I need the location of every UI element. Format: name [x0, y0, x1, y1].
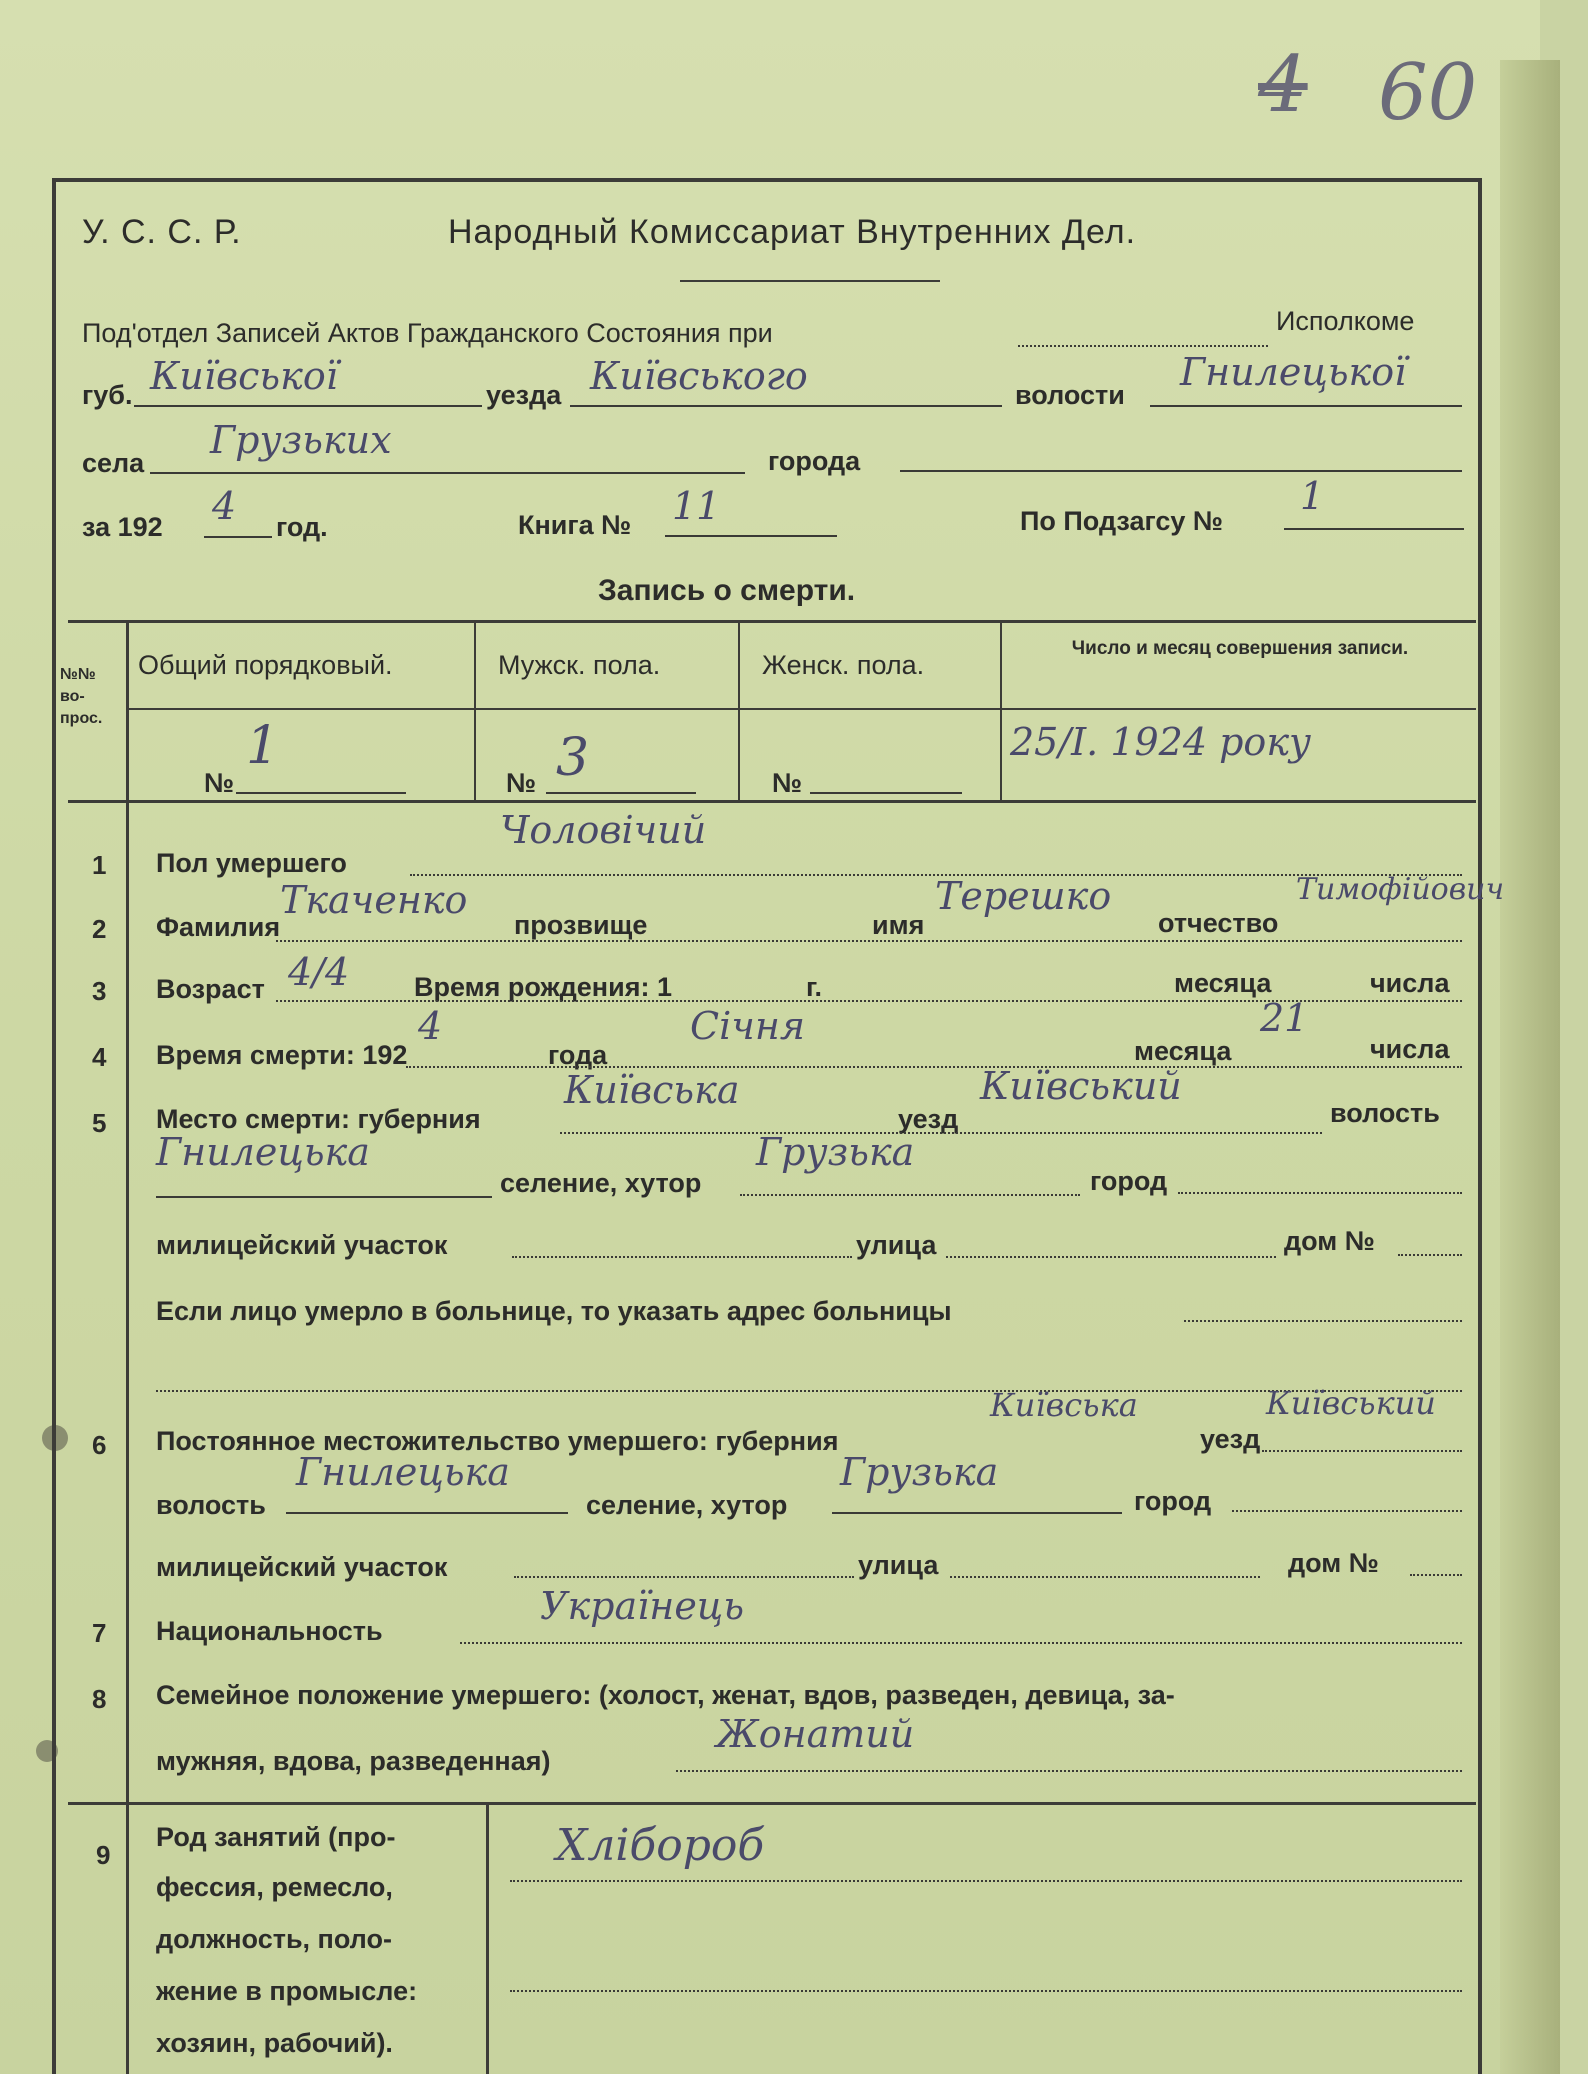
row-number: 6 [92, 1430, 107, 1460]
death-time-label: Время смерти: 192 [156, 1040, 408, 1070]
nickname-label: прозвище [514, 910, 648, 940]
gub-value: Київської [150, 354, 338, 398]
sex-value: Чоловічий [500, 808, 707, 852]
birth-label: Время рождения: 1 [414, 972, 672, 1002]
column-divider [474, 620, 476, 800]
death-uezd-label: уезд [898, 1104, 959, 1134]
uezd-label: уезда [486, 380, 562, 410]
volost-line [1150, 405, 1462, 407]
residence-selo-line [832, 1512, 1122, 1514]
male-no-sign: № [506, 768, 537, 798]
gub-line [134, 405, 482, 407]
year-suffix: год. [276, 512, 328, 542]
col-date-header: Число и месяц совершения записи. [1071, 638, 1409, 659]
death-volost-label: волость [1330, 1098, 1440, 1128]
occupation-divider [486, 1802, 489, 2074]
death-selo-line [740, 1194, 1080, 1196]
male-line [546, 792, 696, 794]
name-value: Терешко [935, 874, 1112, 918]
col-female-header: Женск. пола. [762, 650, 925, 680]
residence-volost-label: волость [156, 1490, 266, 1520]
row-number: 1 [92, 850, 107, 880]
surname-value: Ткаченко [280, 878, 468, 922]
residence-label: Постоянное местожительство умершего: губерния [156, 1426, 839, 1456]
archive-number-struck: 4 [1258, 40, 1308, 130]
hospital-label: Если лицо умерло в больнице, то указать адрес больницы [156, 1296, 952, 1326]
birth-day-label: числа [1370, 968, 1450, 998]
death-year-label: года [548, 1040, 608, 1070]
book-line [665, 535, 837, 537]
age-label: Возраст [156, 974, 265, 1004]
book-label: Книга № [518, 510, 632, 540]
question-column-divider [126, 620, 129, 2074]
row-number: 5 [92, 1108, 107, 1138]
title-underline [680, 280, 940, 282]
occupation-label-4: жение в промысле: [156, 1976, 418, 2006]
death-place-line [560, 1132, 1322, 1134]
residence-gorod-line [1232, 1510, 1462, 1512]
hospital-line [1184, 1320, 1462, 1322]
row-number: 4 [92, 1042, 107, 1072]
death-selo-value: Грузька [756, 1130, 915, 1174]
occupation-label-5: хозяин, рабочий). [156, 2028, 393, 2058]
table-header-divider [126, 708, 1476, 710]
occupation-label-2: фессия, ремесло, [156, 1872, 393, 1902]
death-place-label: Место смерти: губерния [156, 1104, 481, 1134]
residence-selo-value: Грузька [840, 1450, 999, 1494]
residence-uezd-label: уезд [1200, 1424, 1261, 1454]
general-value: 1 [246, 716, 280, 776]
table-bottom-border [68, 800, 1476, 803]
col-male-header: Мужск. пола. [498, 650, 661, 680]
marital-label-2: мужняя, вдова, разведенная) [156, 1746, 551, 1776]
birth-month-label: месяца [1174, 968, 1272, 998]
uezd-value: Київського [590, 354, 808, 398]
death-street-label: улица [856, 1230, 937, 1260]
gub-label: губ. [82, 380, 133, 410]
occupation-label-3: должность, поло- [156, 1924, 392, 1954]
death-volost-line [156, 1196, 492, 1198]
death-day-value: 21 [1260, 996, 1309, 1040]
row-number: 2 [92, 914, 107, 944]
occupation-label-1: Род занятий (про- [156, 1822, 396, 1852]
executive-line [1018, 345, 1268, 347]
marital-line [676, 1770, 1462, 1772]
death-volost-value: Гнилецька [156, 1130, 370, 1174]
podzags-label: По Подзагсу № [1020, 506, 1224, 536]
col-num-header: №№ во-прос. [60, 666, 103, 727]
year-line [204, 536, 272, 538]
residence-uezd-value: Київський [1266, 1384, 1436, 1422]
year-value: 4 [212, 484, 237, 528]
residence-street-label: улица [858, 1550, 939, 1580]
occupation-value: Хлібороб [556, 1820, 765, 1871]
name-label: имя [872, 910, 925, 940]
marital-label-1: Семейное положение умершего: (холост, женат, вдов, разведен, девица, за- [156, 1680, 1175, 1710]
volost-value: Гнилецької [1180, 350, 1407, 394]
death-month-value: Січня [690, 1004, 806, 1048]
death-gub-value: Київська [564, 1068, 740, 1112]
death-gorod-line [1178, 1192, 1462, 1194]
column-divider [1000, 620, 1002, 800]
gorod-label: города [768, 446, 861, 476]
residence-selo-label: селение, хутор [586, 1490, 788, 1520]
row-number: 7 [92, 1618, 107, 1648]
page-edge [1500, 60, 1560, 2074]
occupation-line-2 [510, 1990, 1462, 1992]
male-value: 3 [556, 728, 590, 788]
general-no-sign: № [204, 768, 235, 798]
selo-line [150, 472, 745, 474]
residence-volost-value: Гнилецька [296, 1450, 510, 1494]
record-title: Запись о смерти. [598, 574, 856, 607]
date-value: 25/І. 1924 року [1010, 720, 1312, 764]
book-value: 11 [672, 484, 721, 528]
death-militia-label: милицейский участок [156, 1230, 448, 1260]
death-year-value: 4 [418, 1004, 443, 1048]
row-number: 3 [92, 976, 107, 1006]
occupation-top-border [68, 1802, 1476, 1805]
patronymic-value: Тимофійович [1296, 872, 1505, 907]
col-general-header: Общий порядковый. [138, 650, 393, 680]
death-street-line [946, 1256, 1276, 1258]
residence-militia-line [514, 1576, 854, 1578]
death-selo-label: селение, хутор [500, 1168, 702, 1198]
residence-street-line [950, 1576, 1260, 1578]
nationality-value: Українець [540, 1584, 745, 1628]
volost-label: волости [1015, 380, 1125, 410]
female-line [810, 792, 962, 794]
republic-title: У. С. С. Р. [82, 213, 242, 251]
table-top-border [68, 620, 1476, 623]
podzags-value: 1 [1300, 474, 1325, 518]
residence-gub-value: Київська [990, 1386, 1138, 1424]
archive-number: 60 [1378, 48, 1478, 138]
death-militia-line [512, 1256, 852, 1258]
row-number: 9 [96, 1840, 111, 1870]
birth-g-label: г. [806, 972, 823, 1002]
death-uezd-value: Київський [980, 1064, 1182, 1108]
commissariat-title: Народный Комиссариат Внутренних Дел. [448, 213, 1137, 251]
age-value: 4/4 [288, 950, 350, 994]
year-prefix: за 192 [82, 512, 163, 542]
death-house-label: дом № [1284, 1226, 1375, 1256]
residence-house-label: дом № [1288, 1548, 1379, 1578]
podzags-line [1284, 528, 1464, 530]
death-gorod-label: город [1090, 1166, 1168, 1196]
selo-label: села [82, 448, 145, 478]
uezd-line [570, 405, 1002, 407]
residence-house-line [1410, 1574, 1462, 1576]
executive-label: Исполкоме [1276, 306, 1415, 336]
death-house-line [1398, 1254, 1462, 1256]
surname-label: Фамилия [156, 912, 281, 942]
subdept-label: Под'отдел Записей Актов Гражданского Состояния при [82, 318, 773, 348]
sex-label: Пол умершего [156, 848, 347, 878]
general-line [236, 792, 406, 794]
nationality-label: Национальность [156, 1616, 383, 1646]
residence-uezd-line [1262, 1450, 1462, 1452]
female-no-sign: № [772, 768, 803, 798]
row-number: 8 [92, 1684, 107, 1714]
nationality-line [460, 1642, 1462, 1644]
residence-volost-line [286, 1512, 568, 1514]
name-row-line [276, 940, 1462, 942]
marital-value: Жонатий [716, 1712, 915, 1756]
death-day-label: числа [1370, 1034, 1450, 1064]
column-divider [738, 620, 740, 800]
selo-value: Грузьких [210, 418, 392, 462]
residence-militia-label: милицейский участок [156, 1552, 448, 1582]
residence-gorod-label: город [1134, 1486, 1212, 1516]
patronymic-label: отчество [1158, 908, 1279, 938]
gorod-line [900, 470, 1462, 472]
occupation-line-1 [510, 1880, 1462, 1882]
death-month-label: месяца [1134, 1036, 1232, 1066]
